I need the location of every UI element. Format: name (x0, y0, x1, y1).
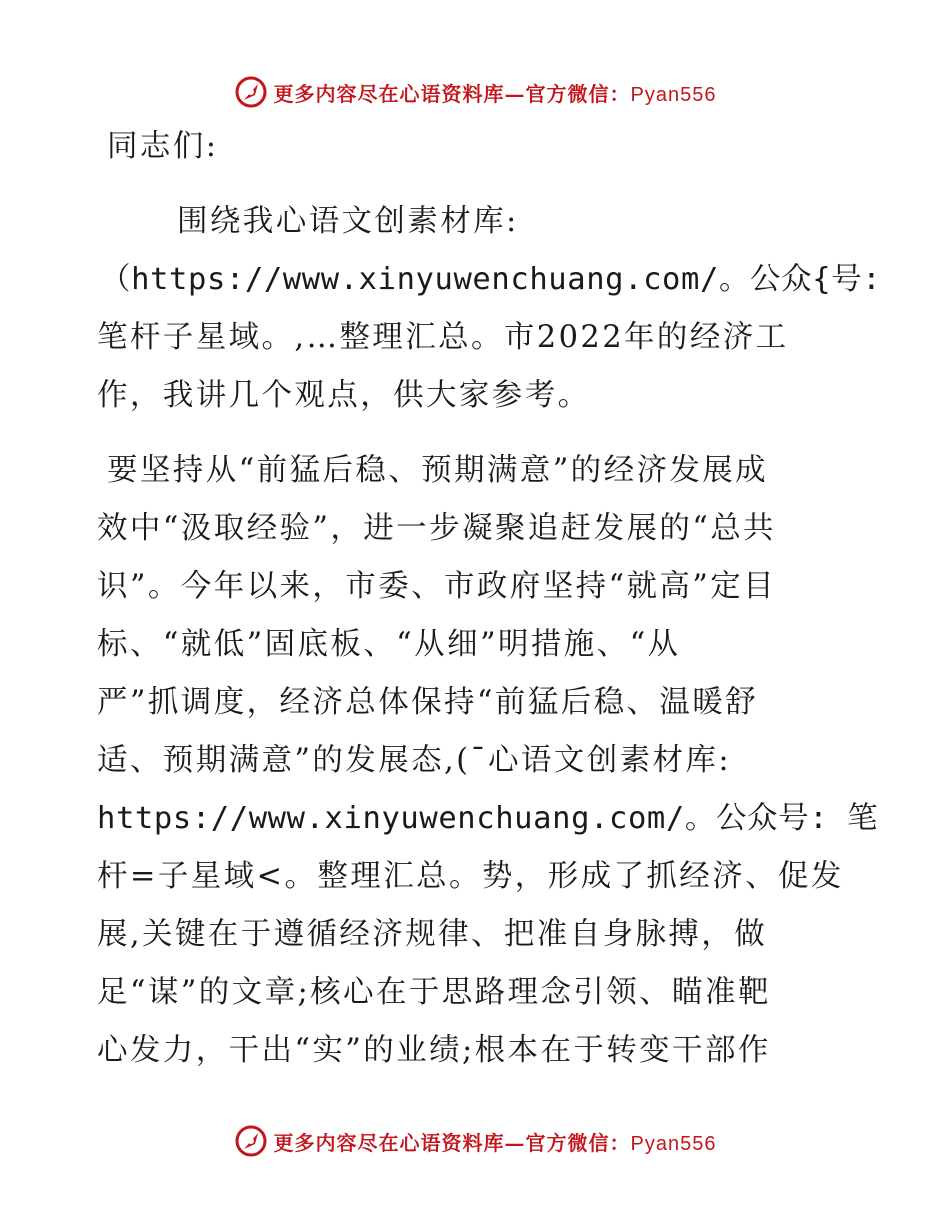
banner-label: 更多内容尽在心语资料库—官方微信： (273, 81, 631, 106)
header-watermark-banner (0, 72, 950, 112)
body-line: 足“谋”的文章;核心在于思路理念引领、瞄准靶 (97, 975, 771, 1010)
body-line: 要坚持从“前猛后稳、预期满意”的经济发展成 (107, 453, 769, 488)
banner-label: 更多内容尽在心语资料库—官方微信： (273, 1130, 631, 1155)
body-line: https://www.xinyuwenchuang.com/。公众号: 笔 (97, 801, 879, 836)
salutation: 同志们: (107, 129, 219, 164)
body-line: 标、“就低”固底板、“从细”明措施、“从 (97, 627, 681, 662)
body-line: 适、预期满意”的发展态,(¯心语文创素材库: (97, 743, 732, 778)
banner-text (274, 78, 717, 107)
body-line: 作，我讲几个观点，供大家参考。 (97, 378, 591, 413)
banner-text (274, 1127, 717, 1156)
footer-watermark-banner (0, 1121, 950, 1161)
banner-wechat-id: Pyan556 (630, 83, 717, 106)
quill-logo-icon (234, 75, 268, 109)
banner-wechat-id: Pyan556 (630, 1132, 717, 1155)
body-line: 笔杆子星域。,…整理汇总。市2022年的经济工 (97, 320, 789, 355)
body-line: 识”。今年以来，市委、市政府坚持“就高”定目 (97, 569, 777, 604)
body-line: （https://www.xinyuwenchuang.com/。公众{号: (100, 262, 882, 297)
body-line: 心发力，干出“实”的业绩;根本在于转变干部作 (97, 1033, 771, 1068)
body-line: 展,关键在于遵循经济规律、把准自身脉搏，做 (97, 917, 768, 952)
body-line: 效中“汲取经验”，进一步凝聚追赶发展的“总共 (97, 511, 777, 546)
body-line: 杆=子星域<。整理汇总。势，形成了抓经济、促发 (97, 859, 844, 894)
body-line: 围绕我心语文创素材库: (177, 204, 519, 239)
body-line: 严”抓调度，经济总体保持“前猛后稳、温暖舒 (97, 685, 759, 720)
quill-logo-icon (234, 1124, 268, 1158)
